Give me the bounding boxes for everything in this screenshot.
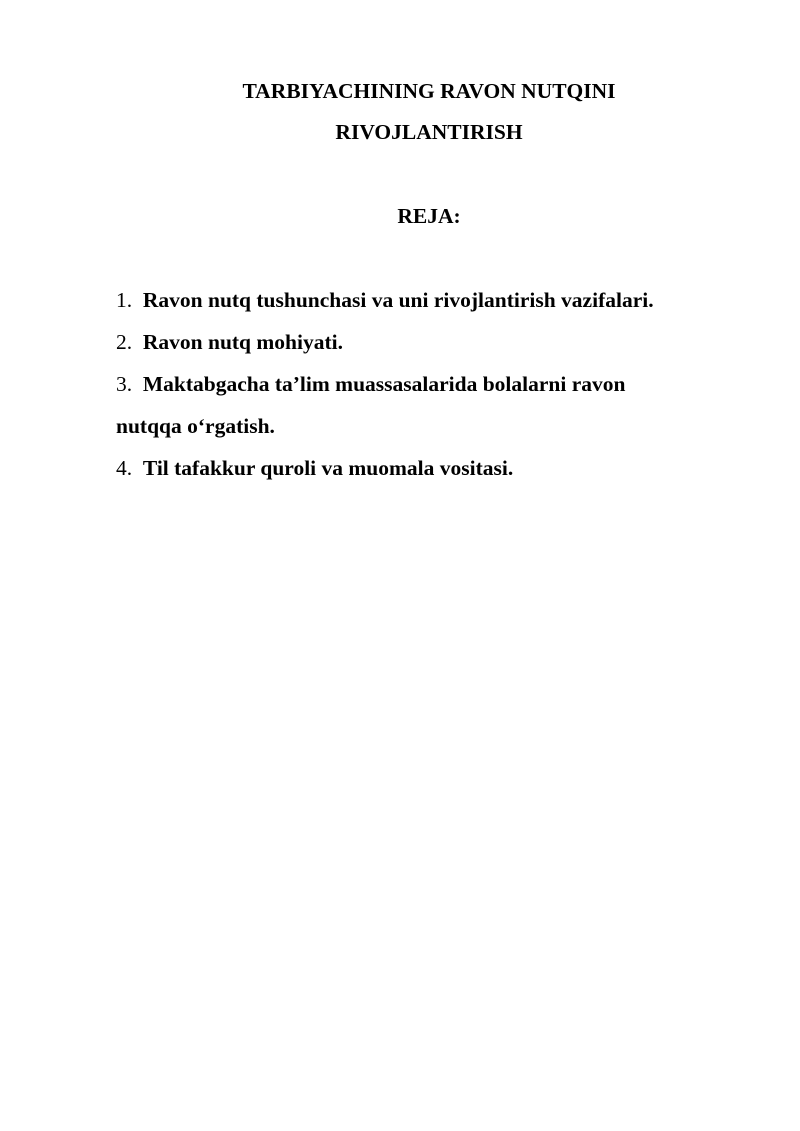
plan-item-number: 1. — [116, 288, 133, 312]
plan-item-number: 2. — [116, 330, 133, 354]
plan-item-3-continuation: nutqqa o‘rgatish. — [116, 414, 275, 438]
plan-item-text: Til tafakkur quroli va muomala vositasi. — [142, 456, 514, 480]
plan-item-text: Ravon nutq tushunchasi va uni rivojlantirish vazifalari. — [142, 288, 654, 312]
plan-item-2 — [116, 330, 343, 354]
plan-item-1 — [116, 288, 654, 312]
plan-item-text: Ravon nutq mohiyati. — [142, 330, 343, 354]
document-title-line-1: TARBIYACHINING RAVON NUTQINI — [242, 79, 616, 103]
document-title-line-2: RIVOJLANTIRISH — [335, 120, 523, 144]
plan-item-3 — [116, 372, 625, 396]
plan-item-number: 4. — [116, 456, 133, 480]
plan-item-4 — [116, 456, 513, 480]
plan-item-number: 3. — [116, 372, 133, 396]
plan-item-text: Maktabgacha ta’lim muassasalarida bolalarni ravon — [142, 372, 626, 396]
plan-heading: REJA: — [397, 204, 461, 228]
